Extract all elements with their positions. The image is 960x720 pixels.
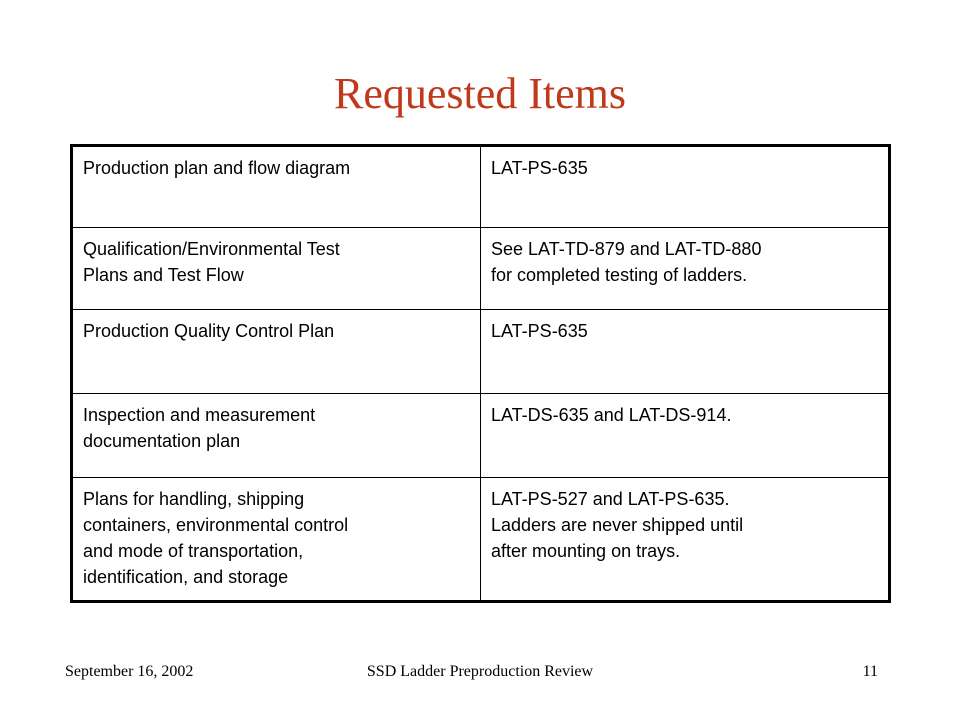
- item-cell: [72, 146, 481, 228]
- response-text: LAT-DS-635 and LAT-DS-914.: [491, 405, 732, 425]
- response-text: LAT-PS-635: [491, 158, 588, 178]
- footer-presentation-title: SSD Ladder Preproduction Review: [366, 663, 594, 680]
- requested-items-table: [70, 144, 891, 603]
- response-cell: [481, 394, 890, 478]
- slide-title: Requested Items: [333, 69, 627, 118]
- item-text: Plans for handling, shipping containers, environmental control and mode of transportation, identification, and storage: [83, 489, 349, 587]
- table-row: [72, 228, 890, 310]
- table-row: [72, 146, 890, 228]
- item-text: Inspection and measurement documentation plan: [83, 405, 316, 451]
- item-text: Production Quality Control Plan: [83, 321, 335, 341]
- response-cell: [481, 146, 890, 228]
- response-text: LAT-PS-635: [491, 321, 588, 341]
- table-row: [72, 310, 890, 394]
- response-cell: [481, 478, 890, 602]
- response-cell: [481, 228, 890, 310]
- item-cell: [72, 394, 481, 478]
- item-cell: [72, 228, 481, 310]
- response-cell: [481, 310, 890, 394]
- response-text: LAT-PS-527 and LAT-PS-635. Ladders are never shipped until after mounting on trays.: [491, 489, 744, 561]
- item-text: Production plan and flow diagram: [83, 158, 351, 178]
- footer-date: September 16, 2002: [65, 663, 194, 680]
- table-row: [72, 478, 890, 602]
- response-text: See LAT-TD-879 and LAT-TD-880 for completed testing of ladders.: [491, 239, 762, 285]
- item-cell: [72, 310, 481, 394]
- footer-page-number: 11: [862, 663, 878, 680]
- table-row: [72, 394, 890, 478]
- requested-items-table-container: [70, 144, 888, 600]
- item-cell: [72, 478, 481, 602]
- item-text: Qualification/Environmental Test Plans and Test Flow: [83, 239, 340, 285]
